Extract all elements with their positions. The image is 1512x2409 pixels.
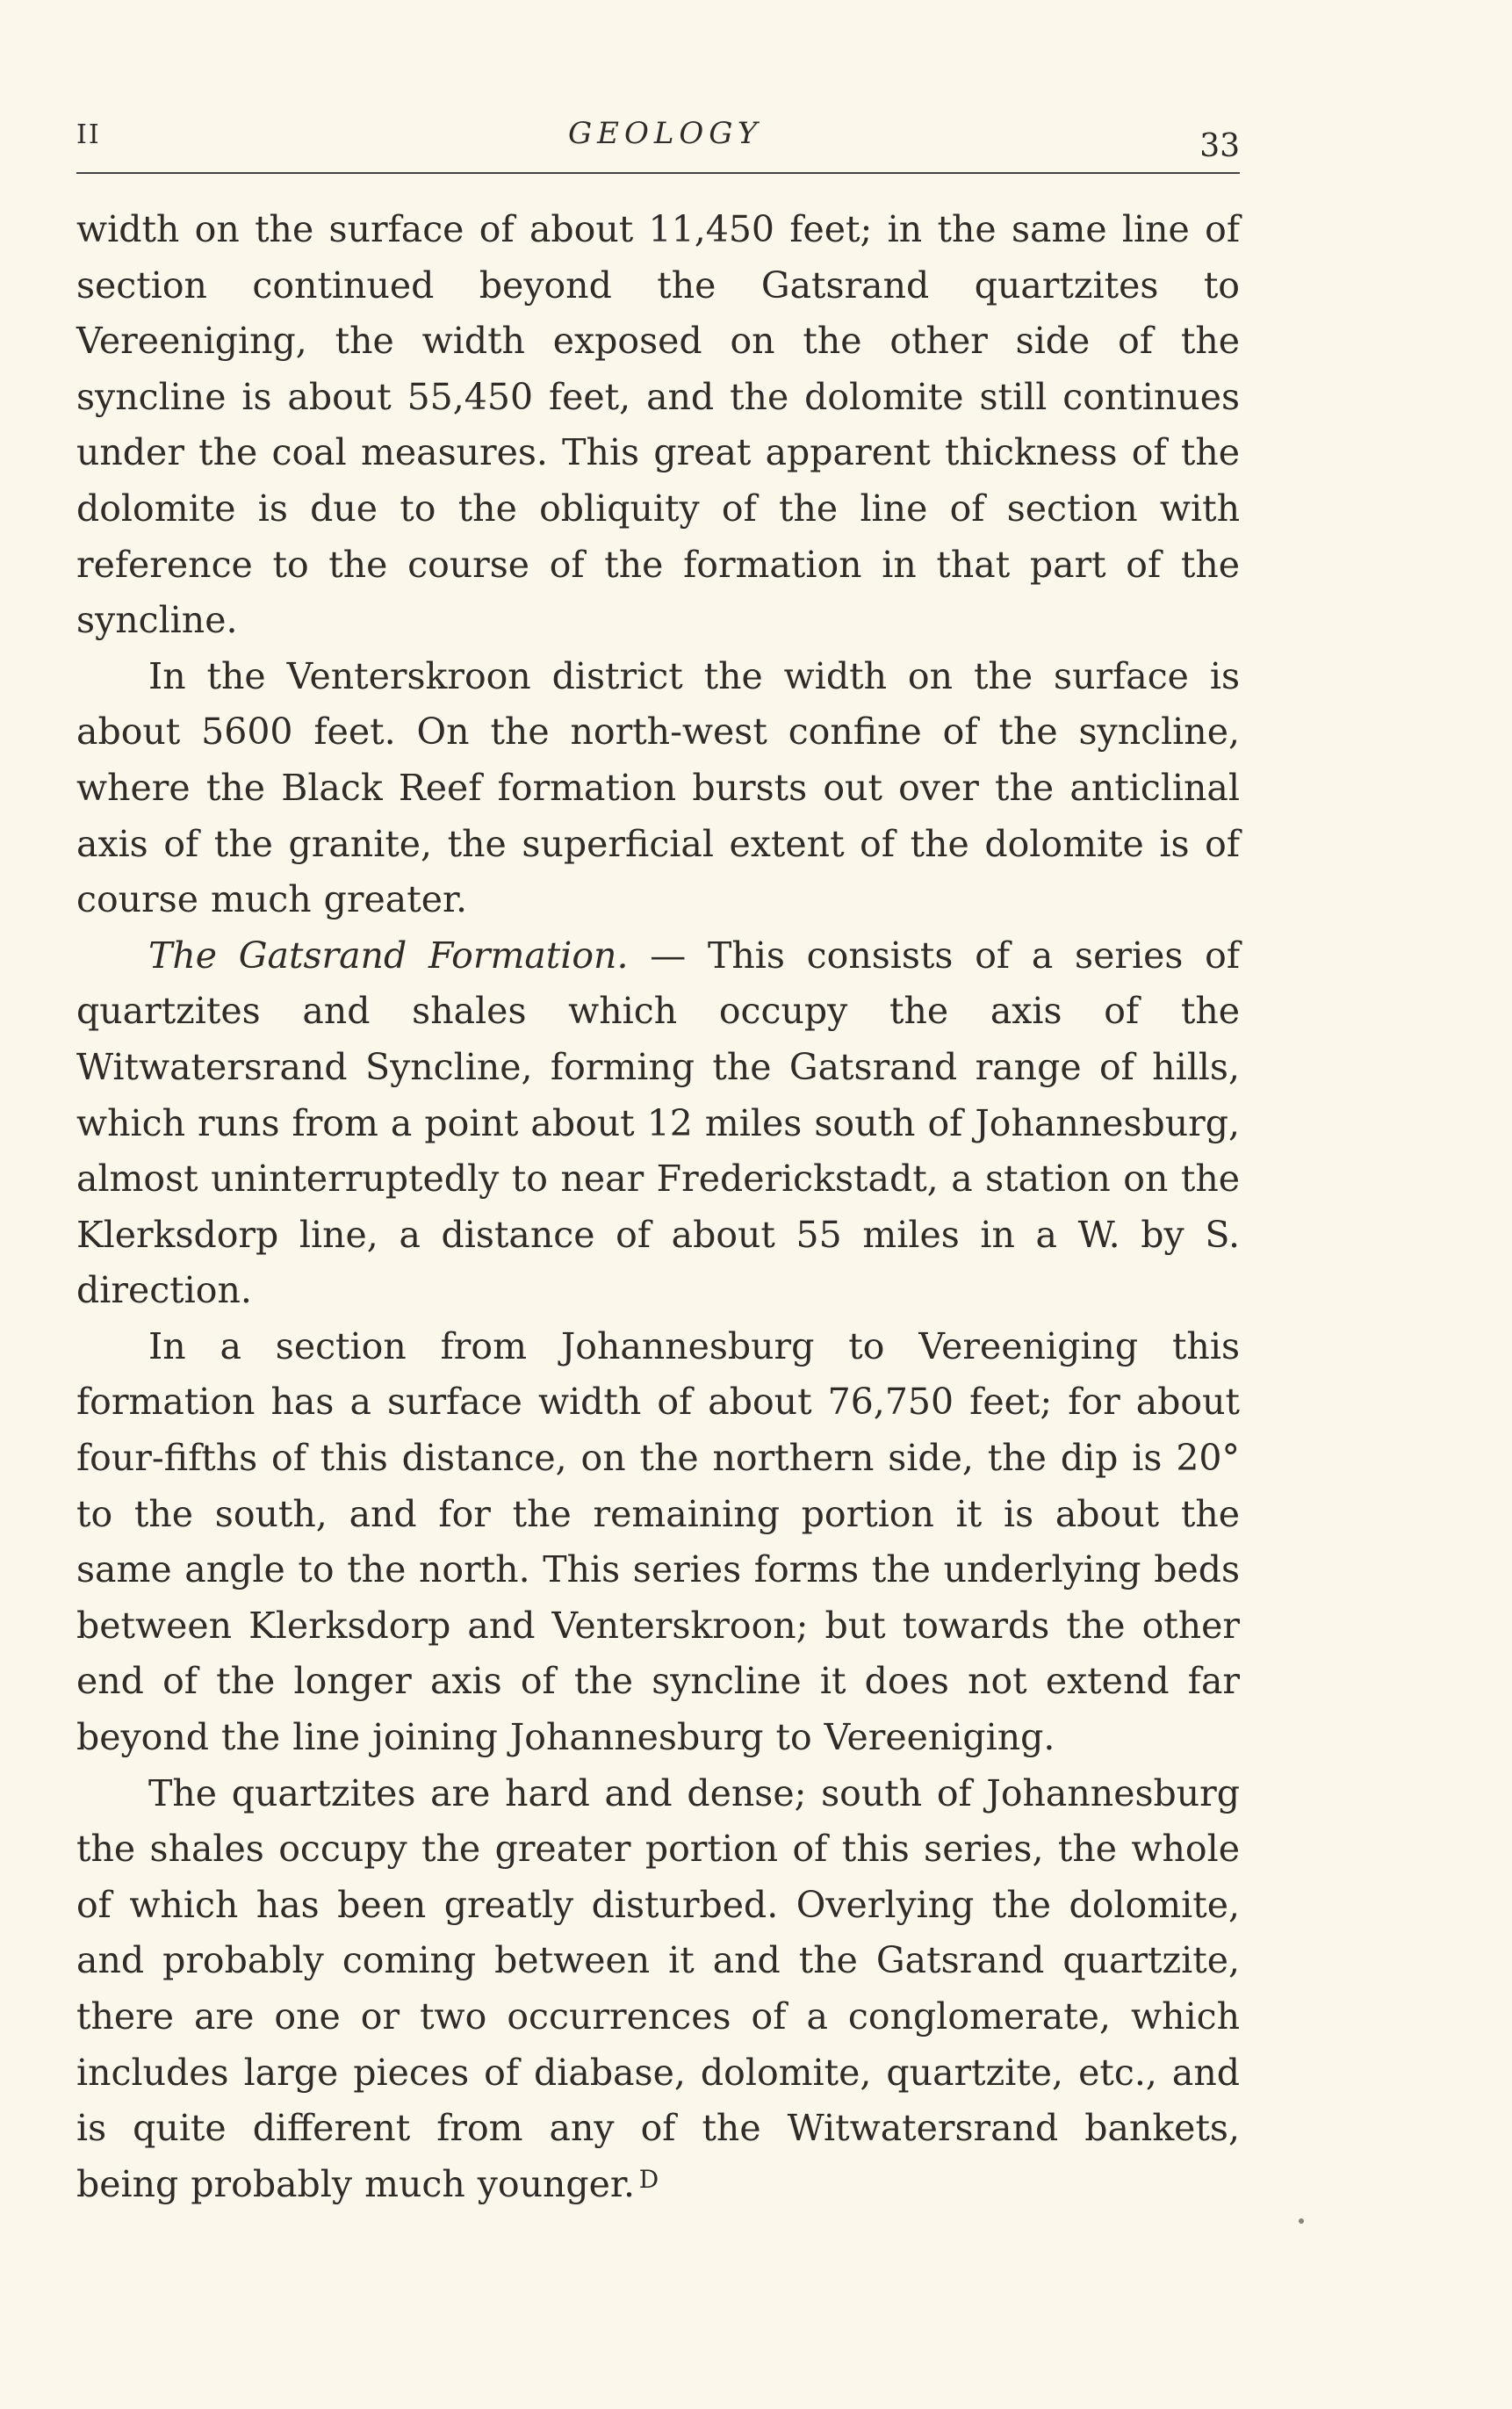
section-title: The Gatsrand Formation. — [148, 934, 629, 977]
paragraph-3 — [76, 928, 1240, 1319]
signature-mark: D — [638, 2165, 661, 2194]
page-header — [76, 112, 1240, 174]
paragraph-2: In the Venterskroon district the width on the surface is about 5600 feet. On the north-west confine of the syncline, where the Black Reef formation bursts out over the anticlinal axis of the granite, the superficial extent of the dolomite is of course much greater. — [76, 654, 1240, 921]
paragraph-1: width on the surface of about 11,450 feet; in the same line of section continued beyond the Gatsrand quartzites to Vereeniging, the width exposed on the other side of the syncline is about 55,450 feet, and the dolomite still continues under the coal measures. This great apparent thickness of the dolomite is due to the obliquity of the line of section with reference to the course of the formation in that part of the syncline. — [76, 208, 1240, 642]
paragraph-3-text: — This consists of a series of quartzites and shales which occupy the axis of the Witwatersrand Syncline, forming the Gatsrand range of hills, which runs from a point about 12 miles south of Johannesburg, almost uninterruptedly to near Frederickstadt, a station on the Klerksdorp line, a distance of about 55 miles in a W. by S. direction. — [76, 934, 1240, 1312]
running-title: GEOLOGY — [568, 116, 763, 151]
page-number: 33 — [1199, 128, 1240, 164]
body-text — [76, 202, 1240, 2212]
paragraph-4: In a section from Johannesburg to Vereeniging this formation has a surface width of about 76,750 feet; for about four-fifths of this distance, on the northern side, the dip is 20° to the south, and for the remaining portion it is about the same angle to the north. This series forms the underlying beds between Klerksdorp and Venterskroon; but towards the other end of the longer axis of the syncline it does not extend far beyond the line joining Johannesburg to Vereeniging. — [76, 1324, 1240, 1759]
chapter-number: II — [76, 119, 101, 150]
header-rule — [76, 172, 1240, 174]
paragraph-5: The quartzites are hard and dense; south of Johannesburg the shales occupy the greater portion of this series, the whole of which has been greatly disturbed. Overlying the dolomite, and probably coming between it and the Gatsrand quartzite, there are one or two occurrences of a conglomerate, which includes large pieces of diabase, dolomite, quartzite, etc., and is quite different from any of the Witwatersrand bankets, being probably much younger. — [76, 1771, 1240, 2205]
paper-speck — [1299, 2218, 1304, 2224]
